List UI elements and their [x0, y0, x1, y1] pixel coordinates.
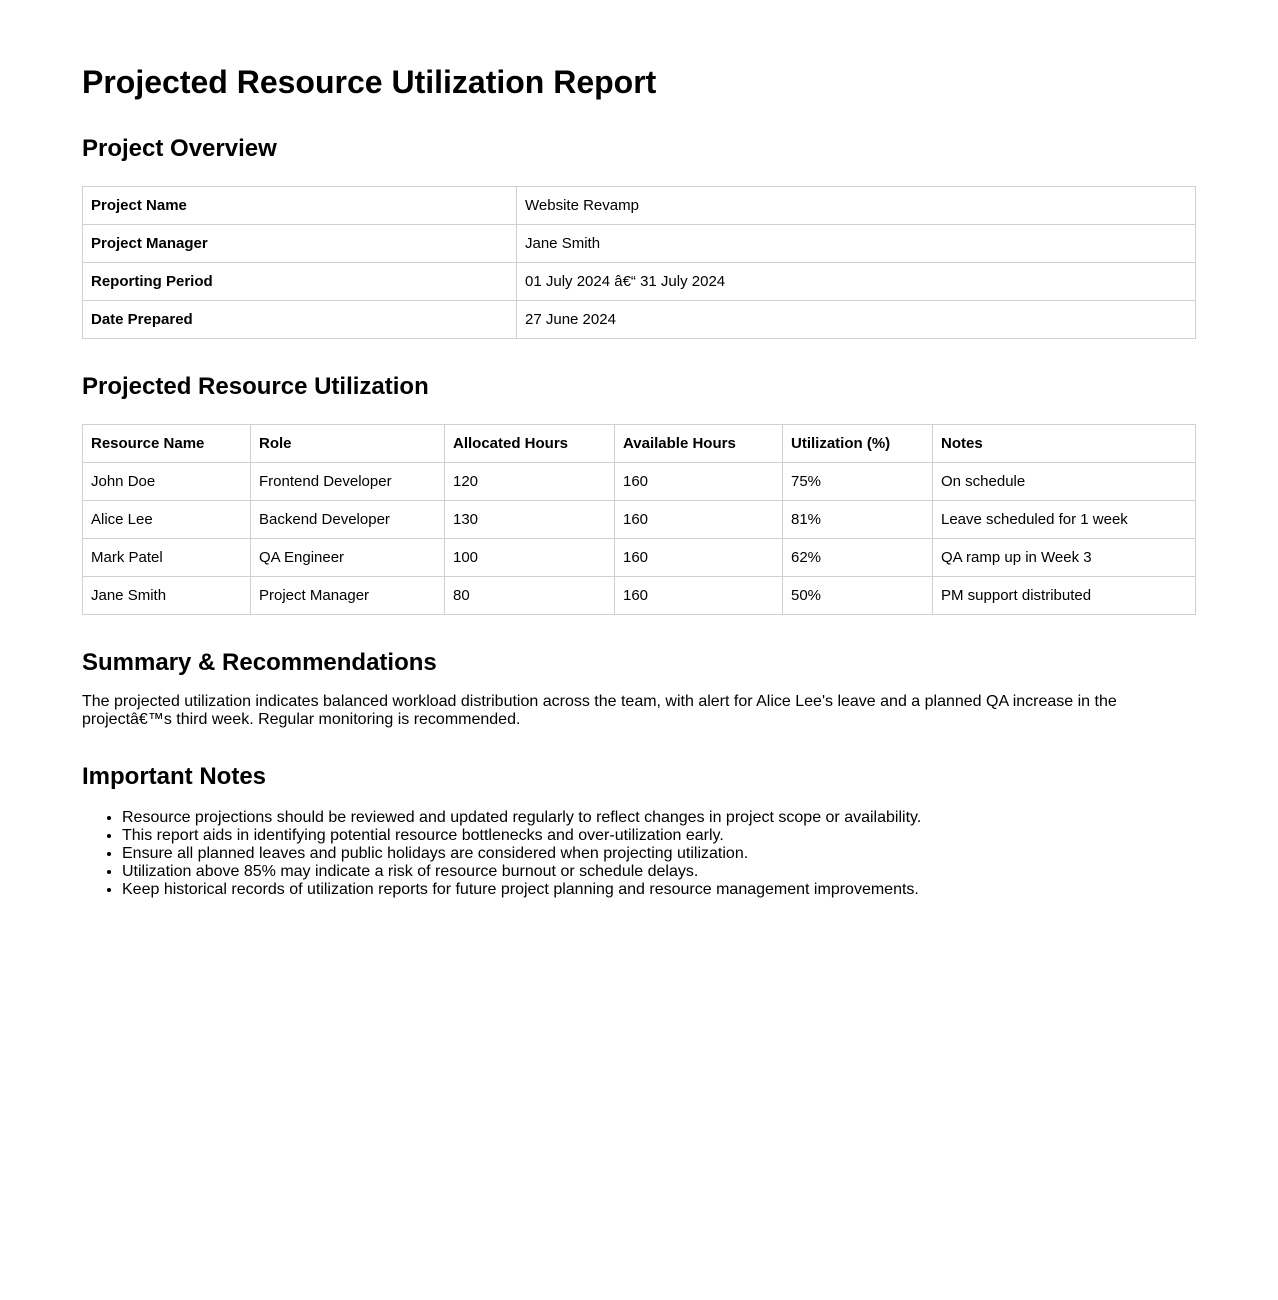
cell-notes: QA ramp up in Week 3: [933, 539, 1196, 577]
cell-available-hours: 160: [615, 463, 783, 501]
cell-notes: On schedule: [933, 463, 1196, 501]
important-notes-heading: Important Notes: [82, 763, 267, 790]
overview-value: Jane Smith: [517, 225, 1196, 263]
column-header: Notes: [933, 425, 1196, 463]
cell-notes: PM support distributed: [933, 577, 1196, 615]
table-header-row: [83, 425, 1196, 463]
cell-available-hours: 160: [615, 577, 783, 615]
table-row: [83, 263, 1196, 301]
table-row: [83, 463, 1196, 501]
table-row: [83, 301, 1196, 339]
cell-role: Project Manager: [251, 577, 445, 615]
overview-label: Project Name: [83, 187, 517, 225]
list-item: • Keep historical records of utilization reports for future project planning and resource management improvements.: [122, 881, 1196, 899]
table-row: [83, 577, 1196, 615]
column-header: Allocated Hours: [445, 425, 615, 463]
cell-role: QA Engineer: [251, 539, 445, 577]
cell-allocated-hours: 80: [445, 577, 615, 615]
list-item: • Resource projections should be reviewed and updated regularly to reflect changes in project scope or availability.: [122, 809, 1196, 827]
important-notes-list: [82, 809, 1196, 899]
cell-role: Frontend Developer: [251, 463, 445, 501]
resource-utilization-heading: Projected Resource Utilization: [82, 373, 429, 400]
cell-available-hours: 160: [615, 501, 783, 539]
cell-allocated-hours: 100: [445, 539, 615, 577]
column-header: Resource Name: [83, 425, 251, 463]
project-overview-heading: Project Overview: [82, 135, 277, 162]
cell-resource-name: Alice Lee: [83, 501, 251, 539]
table-row: [83, 539, 1196, 577]
cell-role: Backend Developer: [251, 501, 445, 539]
cell-allocated-hours: 130: [445, 501, 615, 539]
cell-utilization: 81%: [783, 501, 933, 539]
cell-resource-name: John Doe: [83, 463, 251, 501]
cell-utilization: 62%: [783, 539, 933, 577]
overview-value: 01 July 2024 â€“ 31 July 2024: [517, 263, 1196, 301]
table-row: [83, 187, 1196, 225]
project-overview-table: [82, 186, 1196, 339]
overview-label: Project Manager: [83, 225, 517, 263]
list-item: • Utilization above 85% may indicate a risk of resource burnout or schedule delays.: [122, 863, 1196, 881]
summary-heading: Summary & Recommendations: [82, 649, 437, 676]
cell-resource-name: Mark Patel: [83, 539, 251, 577]
cell-available-hours: 160: [615, 539, 783, 577]
overview-value: Website Revamp: [517, 187, 1196, 225]
overview-value: 27 June 2024: [517, 301, 1196, 339]
column-header: Available Hours: [615, 425, 783, 463]
cell-resource-name: Jane Smith: [83, 577, 251, 615]
list-item: • This report aids in identifying potential resource bottlenecks and over-utilization early.: [122, 827, 1196, 845]
table-row: [83, 501, 1196, 539]
cell-utilization: 50%: [783, 577, 933, 615]
cell-utilization: 75%: [783, 463, 933, 501]
overview-label: Date Prepared: [83, 301, 517, 339]
overview-label: Reporting Period: [83, 263, 517, 301]
cell-allocated-hours: 120: [445, 463, 615, 501]
summary-text: The projected utilization indicates balanced workload distribution across the team, with alert for Alice Lee's leave and a planned QA increase in the projectâ€™s third week. Regular monitoring is recommended.: [82, 693, 1117, 728]
table-row: [83, 225, 1196, 263]
cell-notes: Leave scheduled for 1 week: [933, 501, 1196, 539]
page-title: Projected Resource Utilization Report: [82, 64, 657, 100]
column-header: Utilization (%): [783, 425, 933, 463]
list-item: • Ensure all planned leaves and public holidays are considered when projecting utilization.: [122, 845, 1196, 863]
resource-utilization-table: [82, 424, 1196, 615]
column-header: Role: [251, 425, 445, 463]
